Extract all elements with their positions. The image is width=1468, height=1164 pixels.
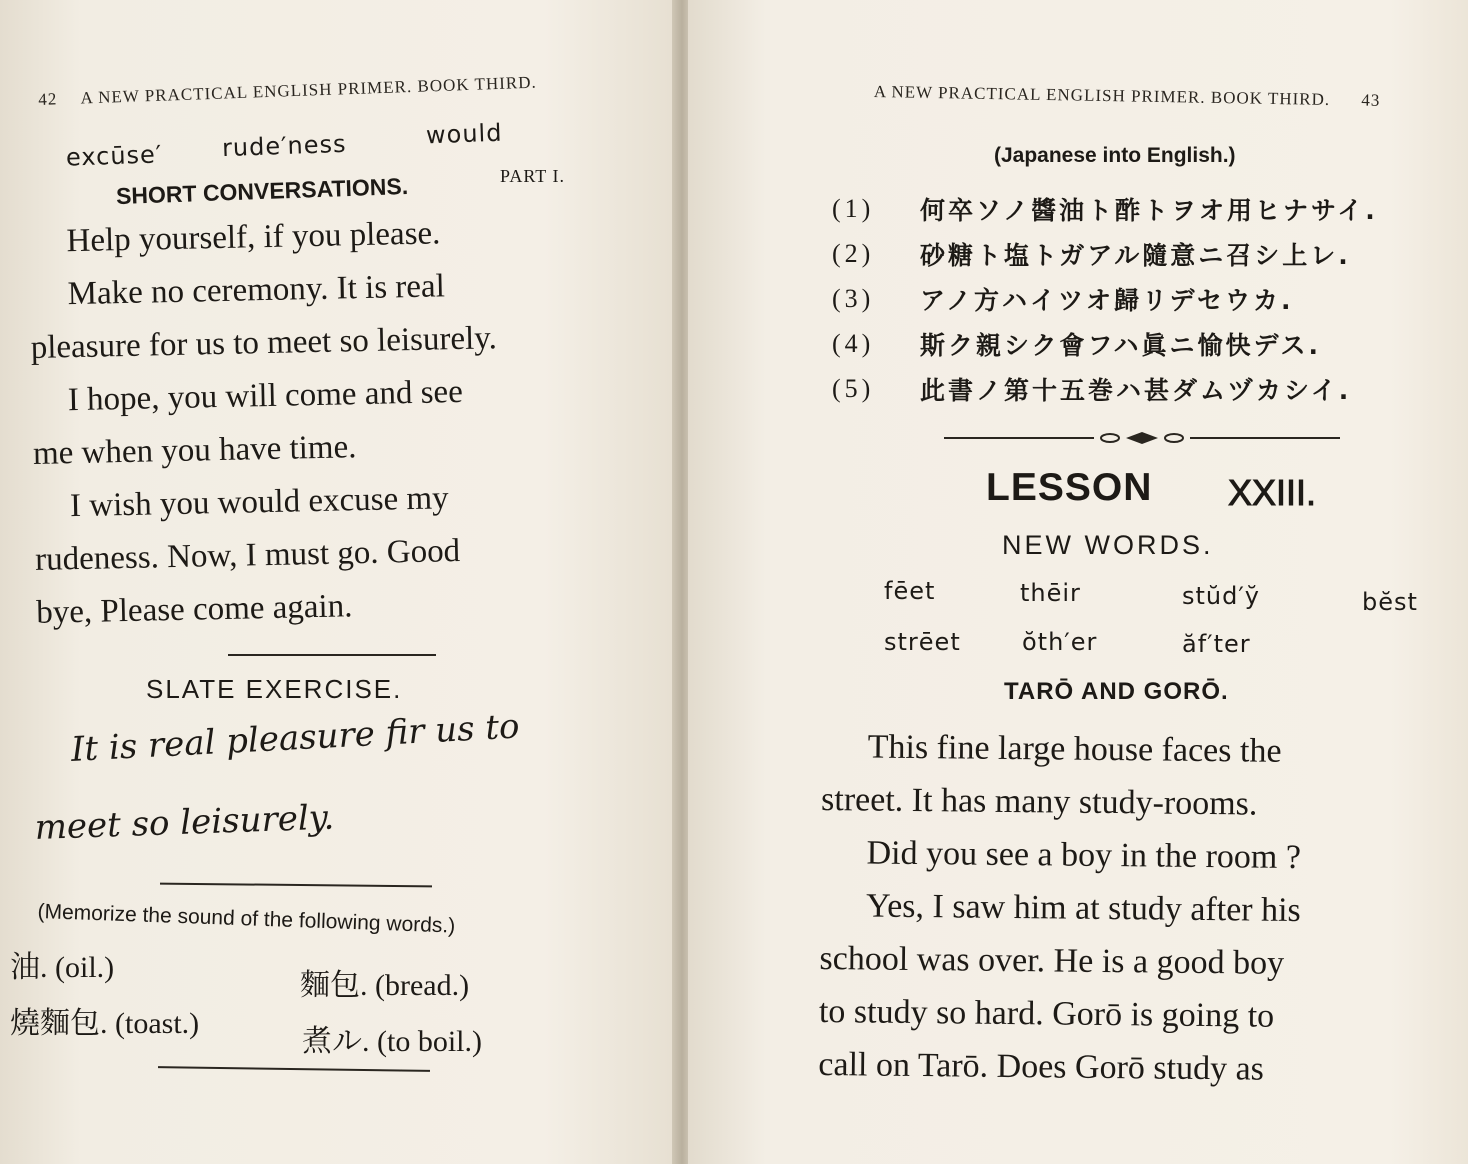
exercise-text: 斯ク親シク會フハ眞ニ愉快デス.	[920, 330, 1321, 360]
pron-word-2: rude′ness	[221, 129, 347, 163]
divider-rule	[160, 883, 432, 888]
new-word: ăf′ter	[1182, 630, 1251, 658]
exercise-number: (1)	[832, 193, 875, 223]
new-words-title: NEW WORDS.	[1002, 530, 1214, 560]
story-line: to study so hard. Gorō is going to	[818, 992, 1275, 1035]
vocab-gloss: . (to boil.)	[362, 1025, 482, 1058]
conversation-paragraphs	[28, 204, 611, 640]
story-line: Yes, I saw him at study after his	[865, 887, 1301, 930]
new-word: ŏth′er	[1022, 628, 1098, 656]
vocab-bread	[300, 960, 469, 1004]
story-title: TARŌ AND GORŌ.	[1004, 678, 1229, 705]
vocab-boil	[302, 1016, 482, 1060]
ornamental-divider	[944, 428, 1340, 448]
exercise-text: 何卒ソノ醬油ト酢トヲオ用ヒナサイ.	[920, 195, 1378, 225]
left-page	[0, 0, 680, 1164]
divider-rule	[158, 1066, 430, 1072]
story-line: street. It has many study-rooms.	[820, 780, 1258, 823]
conversation-line: I wish you would excuse my	[69, 480, 449, 525]
new-word: thēir	[1020, 579, 1081, 607]
part-label: PART I.	[500, 166, 565, 186]
new-word: fēet	[884, 577, 936, 605]
vocab-kanji: 麵包	[300, 969, 360, 1002]
slate-script-line-1: It is real pleasure fir us to	[70, 706, 521, 770]
exercise-item	[832, 321, 1412, 366]
conversation-line: me when you have time.	[32, 429, 357, 472]
left-running-header: A NEW PRACTICAL ENGLISH PRIMER. BOOK THIRD.	[80, 72, 537, 108]
exercise-number: (3)	[832, 283, 875, 313]
exercise-text: 此書ノ第十五巻ハ甚ダムヅカシイ.	[920, 375, 1352, 405]
vocab-gloss: . (oil.)	[40, 951, 115, 984]
vocab-kanji: 煮ル	[302, 1025, 362, 1058]
story-line: This fine large house faces the	[867, 728, 1282, 770]
story-line: Did you see a boy in the room ?	[866, 834, 1302, 877]
exercise-item	[832, 231, 1412, 276]
vocab-kanji: 燒麵包	[10, 1007, 100, 1040]
story-paragraphs	[818, 720, 1446, 1098]
pron-word-3: would	[425, 118, 503, 150]
exercise-number: (4)	[832, 328, 875, 358]
new-word: strēet	[884, 628, 961, 656]
vocab-gloss: . (bread.)	[360, 969, 470, 1002]
exercise-item	[832, 366, 1412, 411]
vocab-oil	[10, 942, 114, 986]
conversation-line: Make no ceremony. It is real	[67, 268, 446, 313]
left-running-header-row	[38, 73, 537, 110]
divider-rule	[228, 654, 436, 656]
vocab-kanji: 油	[10, 951, 40, 984]
new-word: stŭd′y̆	[1182, 582, 1261, 610]
right-running-header: A NEW PRACTICAL ENGLISH PRIMER. BOOK THIRD.	[873, 82, 1331, 109]
new-word: bĕst	[1362, 588, 1418, 616]
section-title: SHORT CONVERSATIONS.	[115, 172, 409, 210]
exercise-title: (Japanese into English.)	[994, 144, 1236, 167]
right-page	[688, 0, 1468, 1164]
conversation-line: rudeness. Now, I must go. Good	[34, 533, 461, 578]
left-page-number: 42	[38, 89, 58, 109]
slate-title: SLATE EXERCISE.	[146, 674, 403, 704]
exercise-item	[832, 186, 1412, 231]
right-running-header-row	[874, 82, 1381, 111]
right-page-number: 43	[1361, 90, 1381, 110]
conversation-line: I hope, you will come and see	[67, 373, 464, 419]
conversation-line: pleasure for us to meet so leisurely.	[30, 320, 498, 366]
exercise-number: (5)	[832, 373, 875, 403]
story-line: call on Tarō. Does Gorō study as	[818, 1045, 1265, 1088]
story-line: school was over. He is a good boy	[819, 939, 1285, 982]
conversation-line: Help yourself, if you please.	[66, 215, 441, 260]
exercise-text: 砂糖ト塩トガアル隨意ニ召シ上レ.	[920, 240, 1351, 270]
exercise-list	[832, 186, 1412, 411]
conversation-line: bye, Please come again.	[35, 588, 353, 631]
lesson-label: LESSON	[986, 466, 1153, 509]
exercise-text: アノ方ハイツオ歸リデセウカ.	[920, 285, 1294, 315]
exercise-number: (2)	[832, 238, 875, 268]
lesson-number: XXIII.	[1228, 472, 1317, 513]
exercise-item	[832, 276, 1412, 321]
pron-word-1: excūse′	[65, 140, 163, 172]
vocab-toast	[10, 998, 199, 1042]
memorize-note: (Memorize the sound of the following words.)	[37, 900, 456, 938]
slate-script-line-2: meet so leisurely.	[34, 797, 335, 848]
vocab-gloss: . (toast.)	[100, 1007, 200, 1040]
